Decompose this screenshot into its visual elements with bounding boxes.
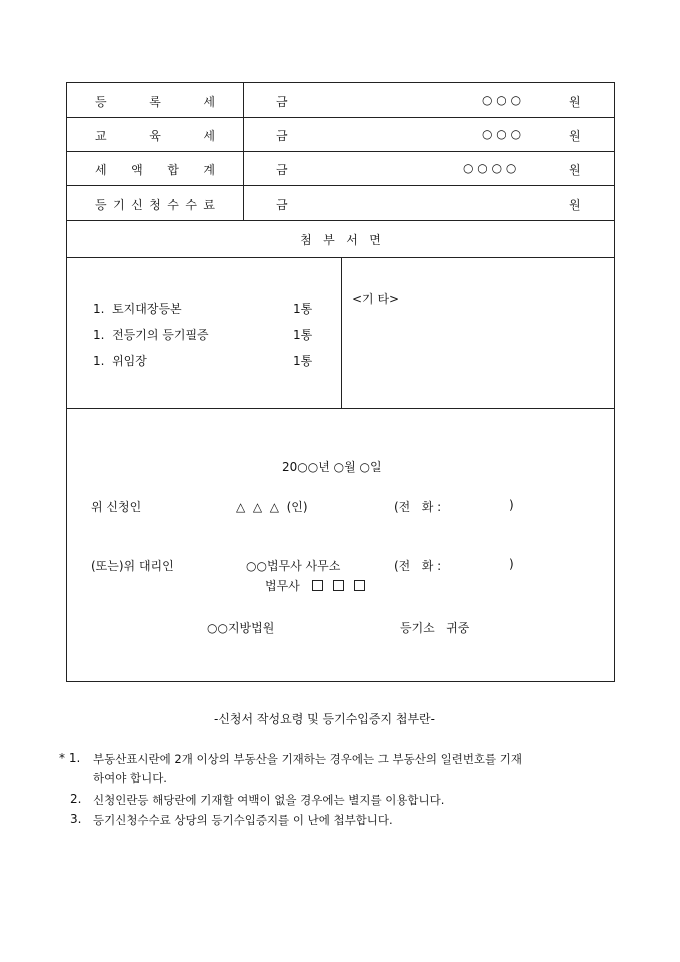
fee-unit: 원: [569, 95, 581, 109]
applicant-name: △ △ △ (인): [236, 500, 308, 514]
fee-unit: 원: [569, 163, 581, 177]
agent-phone-label: (전 화 :: [394, 559, 442, 573]
attachment-name: 1. 위임장: [93, 354, 147, 368]
attachment-count: 1통: [293, 328, 313, 342]
fee-unit: 원: [569, 198, 581, 212]
blank-box: [333, 580, 344, 591]
applicant-phone-close: ): [509, 498, 514, 512]
fee-prefix: 금: [276, 198, 288, 212]
fee-amount: ○ ○ ○: [482, 127, 522, 141]
attachment-name: 1. 토지대장등본: [93, 302, 182, 316]
fee-label: 등 록 세: [95, 95, 215, 109]
other-label: <기 타>: [352, 292, 400, 306]
attachments-header: 첨 부 서 면: [300, 233, 381, 247]
notes-title: -신청서 작성요령 및 등기수입증지 첩부란-: [214, 712, 435, 726]
blank-box: [354, 580, 365, 591]
application-date: 20○○년 ○월 ○일: [282, 460, 382, 474]
applicant-label: 위 신청인: [91, 500, 142, 514]
fee-prefix: 금: [276, 129, 288, 143]
applicant-phone-label: (전 화 :: [394, 500, 442, 514]
fee-prefix: 금: [276, 95, 288, 109]
fee-unit: 원: [569, 129, 581, 143]
court-name: ○○지방법원: [207, 621, 275, 635]
lawyer-label: 법무사: [265, 579, 300, 593]
registry-addressee: 등기소 귀중: [400, 621, 470, 635]
attachment-name: 1. 전등기의 등기필증: [93, 328, 209, 342]
agent-office: ○○법무사 사무소: [246, 559, 341, 573]
attachment-count: 1통: [293, 302, 313, 316]
fee-amount: ○ ○ ○ ○: [463, 161, 517, 175]
fee-prefix: 금: [276, 163, 288, 177]
agent-phone-close: ): [509, 557, 514, 571]
note-text: 등기신청수수료 상당의 등기수입증지를 이 난에 첩부합니다.: [93, 813, 393, 827]
fee-amount: ○ ○ ○: [482, 93, 522, 107]
agent-label: (또는)위 대리인: [91, 559, 174, 573]
note-text: 부동산표시란에 2개 이상의 부동산을 기재하는 경우에는 그 부동산의 일련번호를 기재: [93, 752, 523, 766]
note-number: 3.: [70, 812, 82, 826]
fee-label: 교 육 세: [95, 129, 215, 143]
fee-label: 세 액 합 계: [95, 163, 215, 177]
note-text-continued: 하여야 합니다.: [93, 771, 167, 785]
blank-box: [312, 580, 323, 591]
note-number: 2.: [70, 792, 82, 806]
note-number: * 1.: [59, 751, 81, 765]
lawyer-line: [265, 577, 370, 594]
fee-label: 등 기 신 청 수 수 료: [95, 198, 215, 212]
attachment-count: 1통: [293, 354, 313, 368]
note-text: 신청인란등 해당란에 기재할 여백이 없을 경우에는 별지를 이용합니다.: [93, 793, 445, 807]
